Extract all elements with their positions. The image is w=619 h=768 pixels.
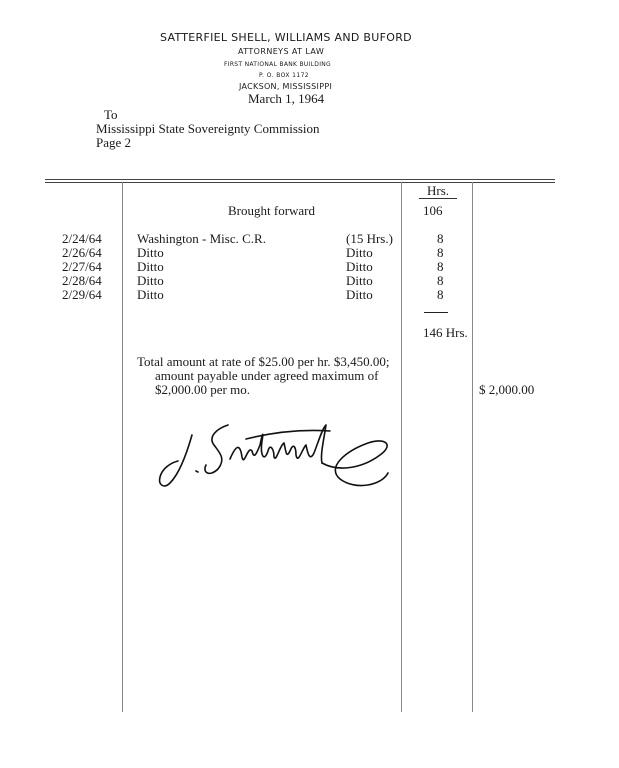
ledger-column-divider-1 [122,182,123,712]
ledger-column-divider-3 [472,182,473,712]
firm-building: FIRST NATIONAL BANK BUILDING [224,61,331,68]
page-number: Page 2 [96,135,132,150]
entry-hours: 8 [437,259,444,274]
addressee-name: Mississippi State Sovereignty Commission [96,121,320,136]
total-hours: 146 Hrs. [423,325,468,340]
firm-po-box: P. O. BOX 1172 [259,72,310,79]
letter-date: March 1, 1964 [248,91,325,106]
brought-forward-hours: 106 [423,203,443,218]
entry-date: 2/29/64 [62,287,102,302]
amount-due: $ 2,000.00 [479,382,535,397]
ledger-column-divider-2 [401,182,402,712]
entry-description: Ditto [137,245,164,260]
signature-stroke [322,441,388,486]
entry-hours: 8 [437,245,444,260]
signature-stroke [160,435,192,486]
entry-date: 2/26/64 [62,245,102,260]
entry-date: 2/28/64 [62,273,102,288]
signature-stroke [246,430,330,439]
entry-hours: 8 [437,287,444,302]
entry-hours: 8 [437,231,444,246]
entry-description: Ditto [137,273,164,288]
entry-description: Ditto [137,259,164,274]
entry-date: 2/27/64 [62,259,102,274]
firm-name: SATTERFIEL SHELL, WILLIAMS AND BUFORD [160,31,412,44]
summary-line-1: Total amount at rate of $25.00 per hr. $3,450.00; [137,354,390,369]
signature [150,415,400,500]
to-label: To [104,107,118,122]
entry-hours: 8 [437,273,444,288]
summary-line-2: amount payable under agreed maximum of [155,368,379,383]
firm-subtitle: ATTORNEYS AT LAW [238,47,325,56]
ledger-top-rule [45,179,555,180]
hours-header-underline [419,198,457,199]
entry-note: Ditto [346,259,373,274]
entry-description: Washington - Misc. C.R. [137,231,266,246]
entry-description: Ditto [137,287,164,302]
brought-forward-label: Brought forward [228,203,316,218]
entry-note: Ditto [346,273,373,288]
hours-header: Hrs. [427,183,450,198]
entry-date: 2/24/64 [62,231,102,246]
subtotal-rule [424,312,448,313]
signature-stroke [205,425,228,473]
entry-note: Ditto [346,245,373,260]
summary-line-3: $2,000.00 per mo. [155,382,250,397]
entry-note: (15 Hrs.) [346,231,393,246]
signature-stroke [196,471,198,472]
entry-note: Ditto [346,287,373,302]
firm-city: JACKSON, MISSISSIPPI [239,82,333,91]
